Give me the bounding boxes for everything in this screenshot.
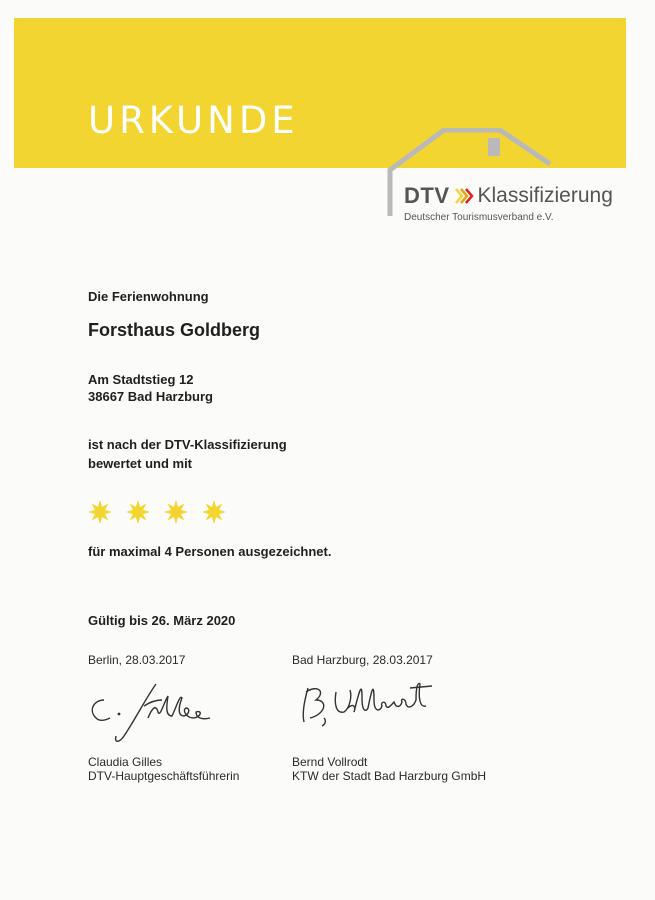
right-place-date: Bad Harzburg, 28.03.2017 <box>292 653 433 667</box>
signature-gilles <box>86 678 236 750</box>
property-name: Forsthaus Goldberg <box>88 320 261 340</box>
right-signatory-name: Bernd Vollrodt <box>292 755 368 769</box>
star-icon <box>164 500 188 524</box>
rating-line-1: ist nach der DTV-Klassifizierung <box>88 437 287 452</box>
address-line-1: Am Stadtstieg 12 <box>88 372 194 387</box>
dtv-logo <box>404 183 613 223</box>
left-place-date: Berlin, 28.03.2017 <box>88 653 186 667</box>
star-icon <box>126 500 150 524</box>
award-line: für maximal 4 Personen ausgezeichnet. <box>88 544 332 559</box>
left-signatory-role: DTV-Hauptgeschäftsführerin <box>88 769 240 783</box>
star-rating <box>88 500 226 524</box>
address-line-2: 38667 Bad Harzburg <box>88 389 213 404</box>
logo-subtitle: Deutscher Tourismusverband e.V. <box>404 212 554 223</box>
rating-line-2: bewertet und mit <box>88 456 193 471</box>
intro-text: Die Ferienwohnung <box>88 289 209 304</box>
star-icon <box>202 500 226 524</box>
logo-klassifizierung-text: Klassifizierung <box>477 184 613 207</box>
signature-vollrodt <box>296 678 446 738</box>
left-signatory-name: Claudia Gilles <box>88 755 163 769</box>
chevron-arrows-icon <box>454 187 474 205</box>
valid-until: Gültig bis 26. März 2020 <box>88 613 236 628</box>
right-signatory-role: KTW der Stadt Bad Harzburg GmbH <box>292 769 487 783</box>
logo-dtv-text: DTV <box>404 183 450 208</box>
star-icon <box>88 500 112 524</box>
certificate-title: URKUNDE <box>88 99 299 142</box>
